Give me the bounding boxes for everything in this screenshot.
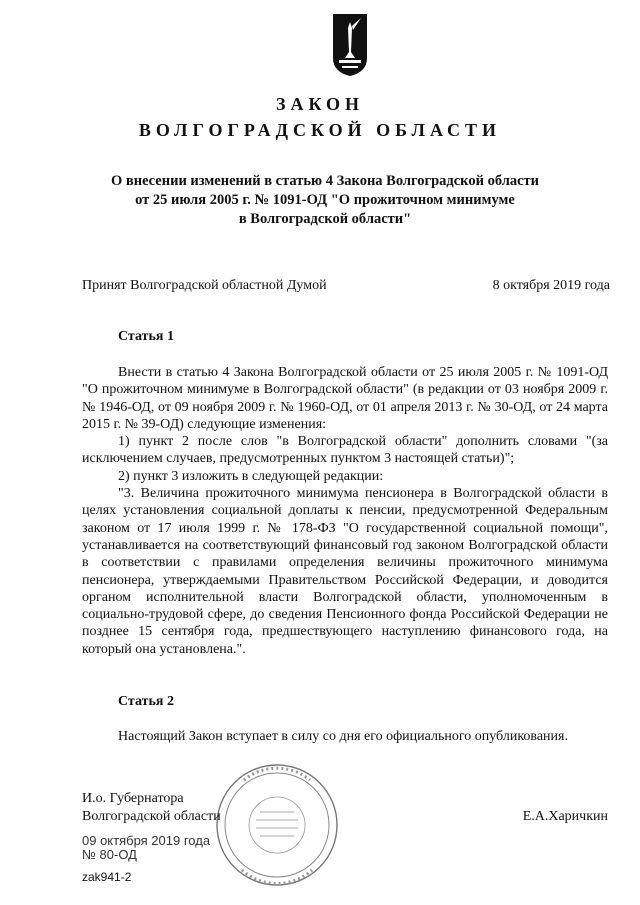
region-title: ВОЛГОГРАДСКОЙ ОБЛАСТИ xyxy=(138,120,502,140)
article-1-heading: Статья 1 xyxy=(118,329,174,344)
adopted-by: Принят Волгоградской областной Думой xyxy=(82,278,327,293)
article-2-heading: Статья 2 xyxy=(118,694,174,709)
signer-position: И.о. Губернатора xyxy=(82,791,184,806)
signer-name: Е.А.Харичкин xyxy=(522,809,608,824)
law-number: № 80-ОД xyxy=(82,847,137,862)
paragraph: Внести в статью 4 Закона Волгоградской области от 25 июля 2005 г. № 1091-ОД "О прожиточном минимуме в Волгоградской области" (в редакции от 03 ноября 2009 г. № 1946-ОД, от 09 ноября 2009 г. № 1960-ОД, от 01 апреля 2013 г. № 30-ОД, от 24 марта 2015 г. № 39-ОД) следующие изменения: xyxy=(82,365,608,432)
subject-line: в Волгоградской области" xyxy=(238,211,412,227)
paragraph: 1) пункт 2 после слов "в Волгоградской области" дополнить словами "(за исключением случаев, предусмотренных пунктом 3 настоящей статьи)"; xyxy=(82,434,608,467)
signing-date: 09 октября 2019 года xyxy=(82,833,211,848)
subject-line: О внесении изменений в статью 4 Закона Волгоградской области xyxy=(110,173,540,189)
document-code: zak941-2 xyxy=(82,870,132,884)
signature-block xyxy=(82,790,221,826)
signing-date-block xyxy=(82,834,210,862)
article-1-body xyxy=(82,364,608,658)
adoption-date: 8 октября 2019 года xyxy=(492,278,610,293)
subject-line: от 25 июля 2005 г. № 1091-ОД "О прожиточном минимуме xyxy=(135,192,515,208)
article-2-body xyxy=(82,728,608,745)
adoption-row xyxy=(82,278,610,294)
official-stamp-icon xyxy=(212,760,342,890)
paragraph: 2) пункт 3 изложить в следующей редакции: xyxy=(118,468,384,484)
paragraph: Настоящий Закон вступает в силу со дня его официального опубликования. xyxy=(118,729,568,744)
law-subject xyxy=(100,172,550,229)
law-title: ЗАКОН xyxy=(275,94,365,114)
volgograd-coat-of-arms-icon xyxy=(331,12,369,78)
signer-position: Волгоградской области xyxy=(82,809,221,824)
paragraph: "3. Величина прожиточного минимума пенсионера в Волгоградской области в целях установления социальной доплаты к пенсии, предусмотренной Федеральным законом от 17 июля 1999 г. № 178-ФЗ "О государственной социальной помощи", устанавливается на соответствующий финансовый год законом Волгоградской области в соответствии с правилами определения величины прожиточного минимума пенсионера, утверждаемыми Правительством Российской Федерации, и доводится органом исполнительной власти Волгоградской области, уполномоченным в социально-трудовой сфере, до сведения Пенсионного фонда Российской Федерации не позднее 15 сентября года, предшествующего наступлению финансового года, на который она установлена.". xyxy=(82,486,608,657)
